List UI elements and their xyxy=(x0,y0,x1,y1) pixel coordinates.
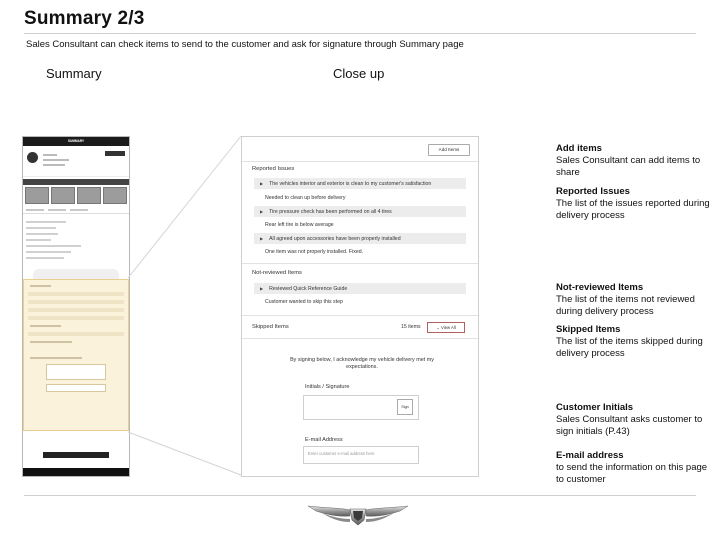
annotation-body: The list of the items skipped during delivery process xyxy=(556,336,703,359)
divider xyxy=(242,161,478,162)
closeup-panel xyxy=(241,136,479,477)
connector-line-top xyxy=(128,136,241,278)
reported-issue-row[interactable] xyxy=(254,233,466,244)
page-subtitle: Sales Consultant can check items to send to the customer and ask for signature through Summary page xyxy=(26,39,464,50)
annotation-body: Sales Consultant asks customer to sign initials (P.43) xyxy=(556,414,703,437)
annotation-reported-issues xyxy=(556,186,716,222)
annotation-title: Reported Issues xyxy=(556,186,630,197)
arrow-right-icon: ▶ xyxy=(260,181,264,186)
arrow-right-icon: ▶ xyxy=(260,209,264,214)
annotation-not-reviewed xyxy=(556,282,716,318)
issue-note: Rear left tire is below average xyxy=(265,222,334,228)
winged-logo-icon xyxy=(306,500,410,530)
chevron-down-icon: ⌄ xyxy=(436,325,442,330)
annotation-skipped-items xyxy=(556,324,716,360)
closeup-label: Close up xyxy=(333,66,385,81)
annotation-body: Sales Consultant can add items to share xyxy=(556,155,701,178)
add-items-button[interactable]: Add Items xyxy=(428,144,470,156)
annotation-title: Skipped Items xyxy=(556,324,621,335)
page-title: Summary 2/3 xyxy=(24,8,145,29)
view-all-label: View All xyxy=(441,325,456,330)
annotation-title: E-mail address xyxy=(556,450,624,461)
issue-label: Tire pressure check has been performed on all 4 tires xyxy=(269,209,392,215)
email-label: E-mail Address xyxy=(305,437,343,443)
divider xyxy=(242,263,478,264)
signature-disclaimer: By signing below, I acknowledge my vehicle delivery met my expectations. xyxy=(290,357,434,370)
skipped-count: 15 items xyxy=(401,324,421,330)
divider xyxy=(242,338,478,339)
annotation-email-address xyxy=(556,450,716,486)
annotation-body: to send the information on this page to customer xyxy=(556,462,708,485)
issue-label: The vehicles interior and exterior is clean to my customer's satisfaction xyxy=(269,181,432,187)
reported-issues-title: Reported Issues xyxy=(252,166,295,172)
reported-issue-row[interactable] xyxy=(254,178,466,189)
annotation-add-items xyxy=(556,143,716,179)
issue-note: One item was not properly installed. Fixed. xyxy=(265,249,364,255)
summary-label: Summary xyxy=(46,66,102,81)
issue-note: Needed to clean up before delivery xyxy=(265,195,346,201)
not-reviewed-label: Reviewed Quick Reference Guide xyxy=(269,286,348,292)
initials-label: Initials / Signature xyxy=(305,384,350,390)
annotation-title: Not-reviewed Items xyxy=(556,282,644,293)
not-reviewed-note: Customer wanted to skip this step xyxy=(265,299,343,305)
annotation-body: The list of the issues reported during delivery process xyxy=(556,198,710,221)
email-placeholder: Enter customer e-mail address here xyxy=(308,451,375,456)
connector-line-bottom xyxy=(128,432,241,475)
reported-issue-row[interactable] xyxy=(254,206,466,217)
sign-button[interactable]: Sign xyxy=(397,399,413,415)
skipped-items-title: Skipped Items xyxy=(252,324,289,330)
annotation-customer-initials xyxy=(556,402,716,438)
view-all-button[interactable] xyxy=(427,322,465,333)
arrow-right-icon: ▶ xyxy=(260,286,264,291)
annotation-title: Add items xyxy=(556,143,602,154)
phone-header-bar: SUMMARY xyxy=(23,137,129,146)
footer-divider xyxy=(24,495,696,496)
not-reviewed-row[interactable] xyxy=(254,283,466,294)
divider xyxy=(242,315,478,316)
annotation-body: The list of the items not reviewed during delivery process xyxy=(556,294,695,317)
annotation-title: Customer Initials xyxy=(556,402,634,413)
arrow-right-icon: ▶ xyxy=(260,236,264,241)
not-reviewed-title: Not-reviewed Items xyxy=(252,270,302,276)
issue-label: All agreed upon accessories have been properly installed xyxy=(269,236,401,242)
